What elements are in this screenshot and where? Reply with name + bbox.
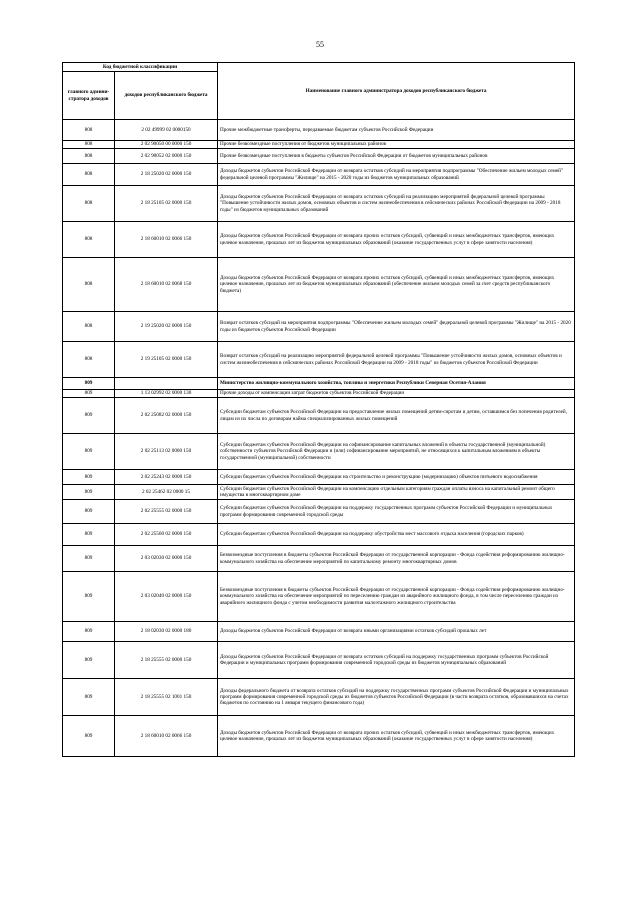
- code-cell: 2 19 25020 02 0000 150: [115, 312, 218, 342]
- table-row: [63, 524, 575, 546]
- table-row: [63, 312, 575, 342]
- code-cell: 2 18 60010 02 0068 150: [115, 258, 218, 312]
- table-row: [63, 398, 575, 434]
- name-cell: Субсидии бюджетам субъектов Российской Федерации на поддержку государственных программ субъектов Российской Федерации и муниципальных программ формирования современной городской среды: [218, 500, 575, 524]
- admin-cell: 809: [63, 572, 115, 622]
- name-cell: Доходы бюджетов субъектов Российской Федерации от возврата прочих остатков субсидий, субвенций и иных межбюджетных трансфертов, имеющих целевое назначение, прошлых лет из бюджетов муниципальных образований (обеспечение жильем молодых семей за счет средств республиканского бюджета): [218, 258, 575, 312]
- table-row: [63, 572, 575, 622]
- admin-cell: 809: [63, 642, 115, 679]
- code-cell: 2 18 25555 02 0000 150: [115, 642, 218, 679]
- name-cell: Субсидии бюджетам субъектов Российской Федерации на предоставление жилых помещений детям-сиротам и детям, оставшимся без попечения родителей, лицам из их числа по договорам найма специализированных жилых помещений: [218, 398, 575, 434]
- admin-cell: 809: [63, 622, 115, 642]
- admin-cell: 809: [63, 524, 115, 546]
- code-cell: 2 19 25105 02 0000 150: [115, 342, 218, 378]
- code-cell: [115, 378, 218, 390]
- code-cell: 2 02 25082 02 0000 150: [115, 398, 218, 434]
- table-row: [63, 434, 575, 470]
- code-cell: 2 18 60010 02 0066 150: [115, 222, 218, 258]
- name-cell: Доходы бюджетов субъектов Российской Федерации от возврата остатков субсидий на поддержку государственных программ субъектов Российской Федерации и муниципальных программ формирования современной городской среды из бюджетов муниципальных образований: [218, 642, 575, 679]
- code-cell: 2 02 25555 02 0000 150: [115, 500, 218, 524]
- table-row: [63, 390, 575, 398]
- admin-cell: 809: [63, 470, 115, 485]
- admin-cell: 808: [63, 312, 115, 342]
- admin-cell: 809: [63, 398, 115, 434]
- table-row: [63, 546, 575, 572]
- admin-cell: 809: [63, 434, 115, 470]
- table-row: [63, 258, 575, 312]
- table-row: [63, 485, 575, 500]
- name-cell: Субсидии бюджетам субъектов Российской Федерации на компенсацию отдельным категориям граждан оплаты взноса на капитальный ремонт общего имущества в многоквартирном доме: [218, 485, 575, 500]
- code-cell: 2 02 25243 02 0000 150: [115, 470, 218, 485]
- admin-cell: 809: [63, 716, 115, 757]
- code-cell: 2 02 90050 00 0000 150: [115, 141, 218, 149]
- header-code: доходов республиканского бюджета: [115, 72, 218, 120]
- name-cell: Возврат остатков субсидий на мероприятия подпрограммы "Обеспечение жильем молодых семей" федеральной целевой программы "Жилище" на 2015 - 2020 годы из бюджетов субъектов Российской Федерации: [218, 312, 575, 342]
- name-cell: Субсидии бюджетам субъектов Российской Федерации на поддержку обустройства мест массового отдыха населения (городских парков): [218, 524, 575, 546]
- admin-cell: 808: [63, 141, 115, 149]
- admin-cell: 809: [63, 546, 115, 572]
- name-cell: Доходы бюджетов субъектов Российской Федерации от возврата прочих остатков субсидий, субвенций и иных межбюджетных трансфертов, имеющих целевое назначение, прошлых лет из бюджетов муниципальных образований (оказание государственных услуг в сфере занятости населения): [218, 716, 575, 757]
- table-row: [63, 186, 575, 222]
- admin-cell: 808: [63, 120, 115, 141]
- name-cell: Безвозмездные поступления в бюджеты субъектов Российской Федерации от государственной корпорации - Фонда содействия реформированию жилищно-коммунального хозяйства на обеспечение мероприятий по переселению граждан из аварийного жилищного фонда, в том числе переселению граждан из аварийного жилищного фонда с учетом необходимости развития малоэтажного жилищного строительства: [218, 572, 575, 622]
- name-cell: Доходы бюджетов субъектов Российской Федерации от возврата прочих остатков субсидий, субвенций и иных межбюджетных трансфертов, имеющих целевое назначение, прошлых лет из бюджетов муниципальных образований (оказание государственных услуг в сфере занятости населения): [218, 222, 575, 258]
- table-row: [63, 342, 575, 378]
- name-cell: Прочие доходы от компенсации затрат бюджетов субъектов Российской Федерации: [218, 390, 575, 398]
- code-cell: 2 02 49999 02 0000150: [115, 120, 218, 141]
- name-cell: Министерство жилищно-коммунального хозяйства, топлива и энергетики Республики Северная Осетия-Алания: [218, 378, 575, 390]
- table-row: [63, 222, 575, 258]
- name-cell: Возврат остатков субсидий на реализацию мероприятий федеральной целевой программы "Повышение устойчивости жилых домов, основных объектов и систем жизнеобеспечения в сейсмических районах Российской Федерации на 2009 - 2018 годы" из бюджетов субъектов Российской Федерации: [218, 342, 575, 378]
- header-name: Наименование главного администратора доходов республиканского бюджета: [218, 63, 575, 120]
- admin-cell: 808: [63, 149, 115, 164]
- admin-cell: 809: [63, 500, 115, 524]
- page-number: 55: [316, 40, 324, 49]
- admin-cell: 809: [63, 378, 115, 390]
- code-cell: 2 02 25462 02 0000 15: [115, 485, 218, 500]
- code-cell: 2 18 02030 02 0000 180: [115, 622, 218, 642]
- budget-classification-table: [62, 62, 575, 757]
- code-cell: 2 02 25560 02 0000 150: [115, 524, 218, 546]
- code-cell: 2 18 25105 02 0000 150: [115, 186, 218, 222]
- header-admin: главного админи-стратора доходов: [63, 72, 115, 120]
- code-cell: 2 18 25555 02 1001 150: [115, 679, 218, 716]
- admin-cell: 808: [63, 342, 115, 378]
- table-row: [63, 622, 575, 642]
- code-cell: 2 03 02040 02 0000 150: [115, 572, 218, 622]
- name-cell: Доходы бюджетов субъектов Российской Федерации от возврата иными организациями остатков субсидий прошлых лет: [218, 622, 575, 642]
- admin-cell: 809: [63, 485, 115, 500]
- table-row: [63, 716, 575, 757]
- name-cell: Доходы федерального бюджета от возврата остатков субсидий на поддержку государственных программ субъектов Российской Федерации и муниципальных программ формирования современной городской среды из бюджетов субъектов Российской Федерации (в части возврата остатков, образовавшихся на счетах бюджетов по состоянию на 1 января текущего финансового года): [218, 679, 575, 716]
- table-row: [63, 500, 575, 524]
- code-cell: 2 18 60010 02 0066 150: [115, 716, 218, 757]
- code-cell: 2 18 25020 02 0000 150: [115, 164, 218, 186]
- admin-cell: 808: [63, 258, 115, 312]
- name-cell: Прочие безвозмездные поступления от бюджетов муниципальных районов: [218, 141, 575, 149]
- code-cell: 1 13 02992 02 0000 130: [115, 390, 218, 398]
- admin-cell: 808: [63, 222, 115, 258]
- name-cell: Прочие безвозмездные поступления в бюджеты субъектов Российской Федерации от бюджетов муниципальных районов: [218, 149, 575, 164]
- table-row: [63, 679, 575, 716]
- admin-cell: 808: [63, 186, 115, 222]
- name-cell: Субсидии бюджетам субъектов Российской Федерации на софинансирование капитальных вложений в объекты государственной (муниципальной) собственности субъектов Российской Федерации и (или) софинансирование мероприятий, не относящихся к капитальным вложениям в объекты государственной (муниципальной) собственности: [218, 434, 575, 470]
- name-cell: Безвозмездные поступления в бюджеты субъектов Российской Федерации от государственной корпорации - Фонда содействия реформированию жилищно-коммунального хозяйства на обеспечение мероприятий по капитальному ремонту многоквартирных домов: [218, 546, 575, 572]
- table-row: [63, 470, 575, 485]
- header-group: Код бюджетной классификации: [63, 63, 218, 72]
- admin-cell: 809: [63, 390, 115, 398]
- admin-cell: 808: [63, 164, 115, 186]
- admin-cell: 809: [63, 679, 115, 716]
- code-cell: 2 02 25113 02 0000 150: [115, 434, 218, 470]
- code-cell: 2 03 02030 02 0000 150: [115, 546, 218, 572]
- table-row: [63, 141, 575, 149]
- code-cell: 2 02 90052 02 0000 150: [115, 149, 218, 164]
- ministry-row: [63, 378, 575, 390]
- table-row: [63, 120, 575, 141]
- name-cell: Субсидии бюджетам субъектов Российской Федерации на строительство и реконструкцию (модернизацию) объектов питьевого водоснабжения: [218, 470, 575, 485]
- table-row: [63, 149, 575, 164]
- table-row: [63, 642, 575, 679]
- name-cell: Доходы бюджетов субъектов Российской Федерации от возврата остатков субсидий на мероприятия подпрограммы "Обеспечение жильем молодых семей" федеральной целевой программы "Жилище" на 2015 - 2020 годы из бюджетов муниципальных образований: [218, 164, 575, 186]
- name-cell: Доходы бюджетов субъектов Российской Федерации от возврата остатков субсидий на реализацию мероприятий федеральной целевой программы "Повышение устойчивости жилых домов, основных объектов и систем жизнеобеспечения в сейсмических районах Российской Федерации на 2009 - 2018 годы" из бюджетов муниципальных образований: [218, 186, 575, 222]
- table-row: [63, 164, 575, 186]
- name-cell: Прочие межбюджетные трансферты, передаваемые бюджетам субъектов Российской Федерации: [218, 120, 575, 141]
